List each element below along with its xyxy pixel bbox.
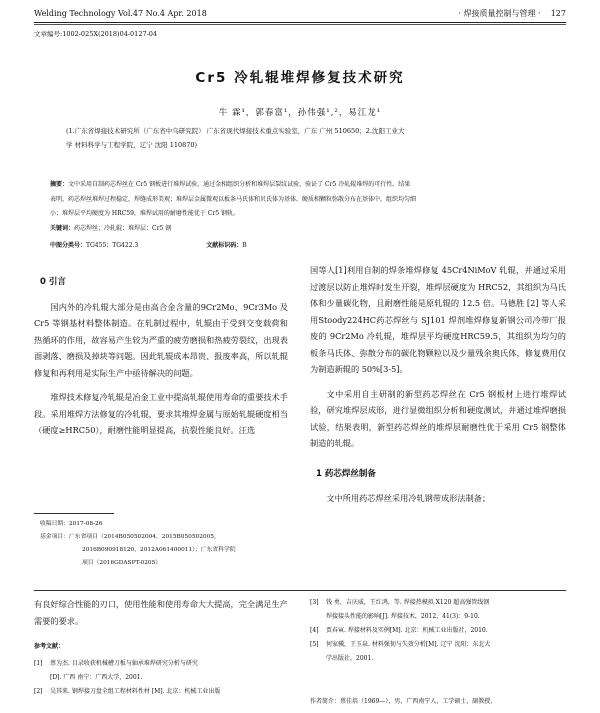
- paragraph: 文中采用自主研制的新型药芯焊丝在 Cr5 钢板材上进行堆焊试验，研究堆焊层成形，进行显微组织分析和硬度测试，并通过堆焊磨损试验，结果表明，新型药芯焊丝的堆焊层耐磨性优于采用 Cr5 钢整体制造的轧辊。: [310, 388, 566, 448]
- paragraph: 国等人[1]利用自制的焊条堆焊修复 45Cr4NiMoV 轧辊，并通过采用过渡层以防止堆焊时发生开裂，堆焊层硬度为 HRC52，其组织为马氏体和少量碳化物，且耐磨性能是原轧辊的 12.5 倍。马德胜 [2] 等人采用Stoody224HC药芯焊丝与 SJ101 焊剂堆焊修复新钢公司冷带厂报废的 9Cr2Mo 冷轧辊，堆焊层平均硬度HRC59.5，其组织为均匀的板条马氏体、弥散分布的碳化物颗粒以及少量残余奥氏体，修复费用仅为制造新辊的 50%[3-5]。: [310, 265, 566, 374]
- affiliation-line: 学 材料科学与工程学院，辽宁 沈阳 110870): [66, 141, 198, 149]
- abstract: [50, 178, 550, 222]
- paragraph: 文中所用药芯焊丝采用冷轧钢带成形法制备；: [326, 493, 491, 503]
- abstract-line: 小；堆焊层平均硬度为 HRC59，堆焊试用的耐磨性能优于 Cr5 钢轨。: [50, 210, 239, 217]
- journal-info: Welding Technology Vol.47 No.4 Apr. 2018: [34, 8, 207, 18]
- page-divider: [34, 590, 566, 591]
- paper-title: Cr5 冷轧辊堆焊修复技术研究: [195, 70, 405, 86]
- running-header: [34, 6, 566, 20]
- references-heading: 参考文献：: [34, 643, 65, 650]
- reference-item: [4] 贾春寅. 焊接材料及实例[M]. 北京：机械工业出版社，2010.: [310, 627, 488, 634]
- reference-cont: [D]. 广西 南宁：广西大学，2001.: [50, 674, 143, 681]
- fund-line: 项目（2016GDASPT-0205）: [82, 560, 162, 566]
- document-code: 文献标识码：B: [206, 242, 247, 249]
- references-right: [310, 596, 566, 666]
- right-column: [310, 262, 566, 507]
- author-bio: 作者简介：蔡佳培（1969—），男，广西南宁人，工学硕士，副教授，: [310, 698, 497, 705]
- classification: [50, 240, 550, 249]
- section-heading: 0 引言: [40, 277, 66, 287]
- continued-text: 有良好综合性能的刃口，使用性能和使用寿命大大提高，完全满足生产需要的要求。: [34, 599, 288, 626]
- section-heading: 1 药芯焊丝制备: [316, 468, 376, 479]
- column-name: · 焊接质量控制与管理 ·: [458, 8, 541, 18]
- reference-item: [1] 蔡为杰. 目录收获机械槽刀板与轴承堆焊研究分析与研究: [34, 660, 198, 667]
- keywords: [50, 223, 171, 232]
- reference-cont: 焊接接头性能的影响[J]. 焊接技术，2012，41(3)：9-10.: [326, 613, 480, 620]
- reference-item: [5] 何家骥，王玉泉. 材料强韧与失效分析[M]. 辽宁 沈阳：东北大: [310, 641, 491, 648]
- reference-cont: 学出版社，2001.: [326, 655, 374, 662]
- keywords-label: 关键词：: [50, 225, 75, 232]
- article-number: 文章编号:1002-025X(2018)04-0127-04: [34, 30, 158, 38]
- received-date: 收稿日期：2017-08-26: [40, 521, 103, 527]
- page-number: 127: [550, 8, 566, 18]
- header-rule-thin: [34, 24, 566, 25]
- keywords-text: 药芯焊丝；冷轧辊；堆焊层；Cr5 钢: [74, 225, 172, 232]
- header-right: [458, 8, 566, 19]
- paragraph: 国内外的冷轧辊大部分是由高合金含量的9Cr2Mo、9Cr3Mo 及 Cr5 等钢基材料整体制造。在轧制过程中，轧辊由于受到交变载荷和热循环的作用，故容易产生较为严重的疲劳磨损和热疲劳裂纹，出现表面剥落、磨损及掉块等问题。因此轧辊成本昂贵、报废率高，所以轧辊修复和再利用是实际生产中亟待解决的问题。: [34, 301, 288, 378]
- affiliation-line: (1.广东省焊接技术研究所（广东省中乌研究院） 广东省现代焊接技术重点实验室，广东 广州 510650；2.沈阳工业大: [66, 127, 405, 135]
- abstract-line: 表明，药芯焊丝堆焊过程稳定，焊缝成形美观；堆焊层金属微观以板条马氏体和贝氏体为基体，硬质相颗粒弥散分布在基体中，组织均匀细: [50, 195, 417, 203]
- abstract-line: 文中采用自制药芯焊丝在 Cr5 钢板进行堆焊试验，通过金相组织分析和堆焊层裂纹试验，验证了 Cr5 冷轧辊堆焊的可行性。结果: [68, 181, 411, 188]
- footnote: [40, 518, 290, 570]
- fund-line: 基金项目：广东省项目（2014B050502004，2015B050502005，: [40, 534, 220, 540]
- fund-line: 2016B090918120，2012A061400011）；广东省科学院: [82, 547, 236, 553]
- references-left: [34, 640, 290, 699]
- left-column: [34, 262, 288, 439]
- author-list: 牛 霖¹，郭春富¹，孙伟强¹,²，易江龙¹: [218, 108, 382, 118]
- paragraph: 堆焊技术修复冷轧辊是冶金工业中提高轧辊使用寿命的重要技术手段。采用堆焊方法修复的冷轧辊，要求其堆焊金属与原始轧辊硬度相当（硬度≥HRC50），耐磨性能明显提高，抗裂性能良好。汪选: [34, 392, 288, 435]
- clc-number: 中图分类号：TG455；TG422.3: [50, 242, 139, 249]
- footnote-rule: [34, 513, 114, 514]
- affiliation: [66, 124, 546, 152]
- header-rule: [34, 22, 566, 23]
- reference-item: [2] 吴其来. 钢焊接刀盘全组工程材料性材 [M]. 北京：机械工业出版: [34, 688, 221, 695]
- abstract-label: 摘要：: [50, 181, 69, 188]
- reference-item: [3] 钱 勇，吉庆威，王红鸿，等. 焊接热模拟 X120 超高强管线钢: [310, 599, 490, 606]
